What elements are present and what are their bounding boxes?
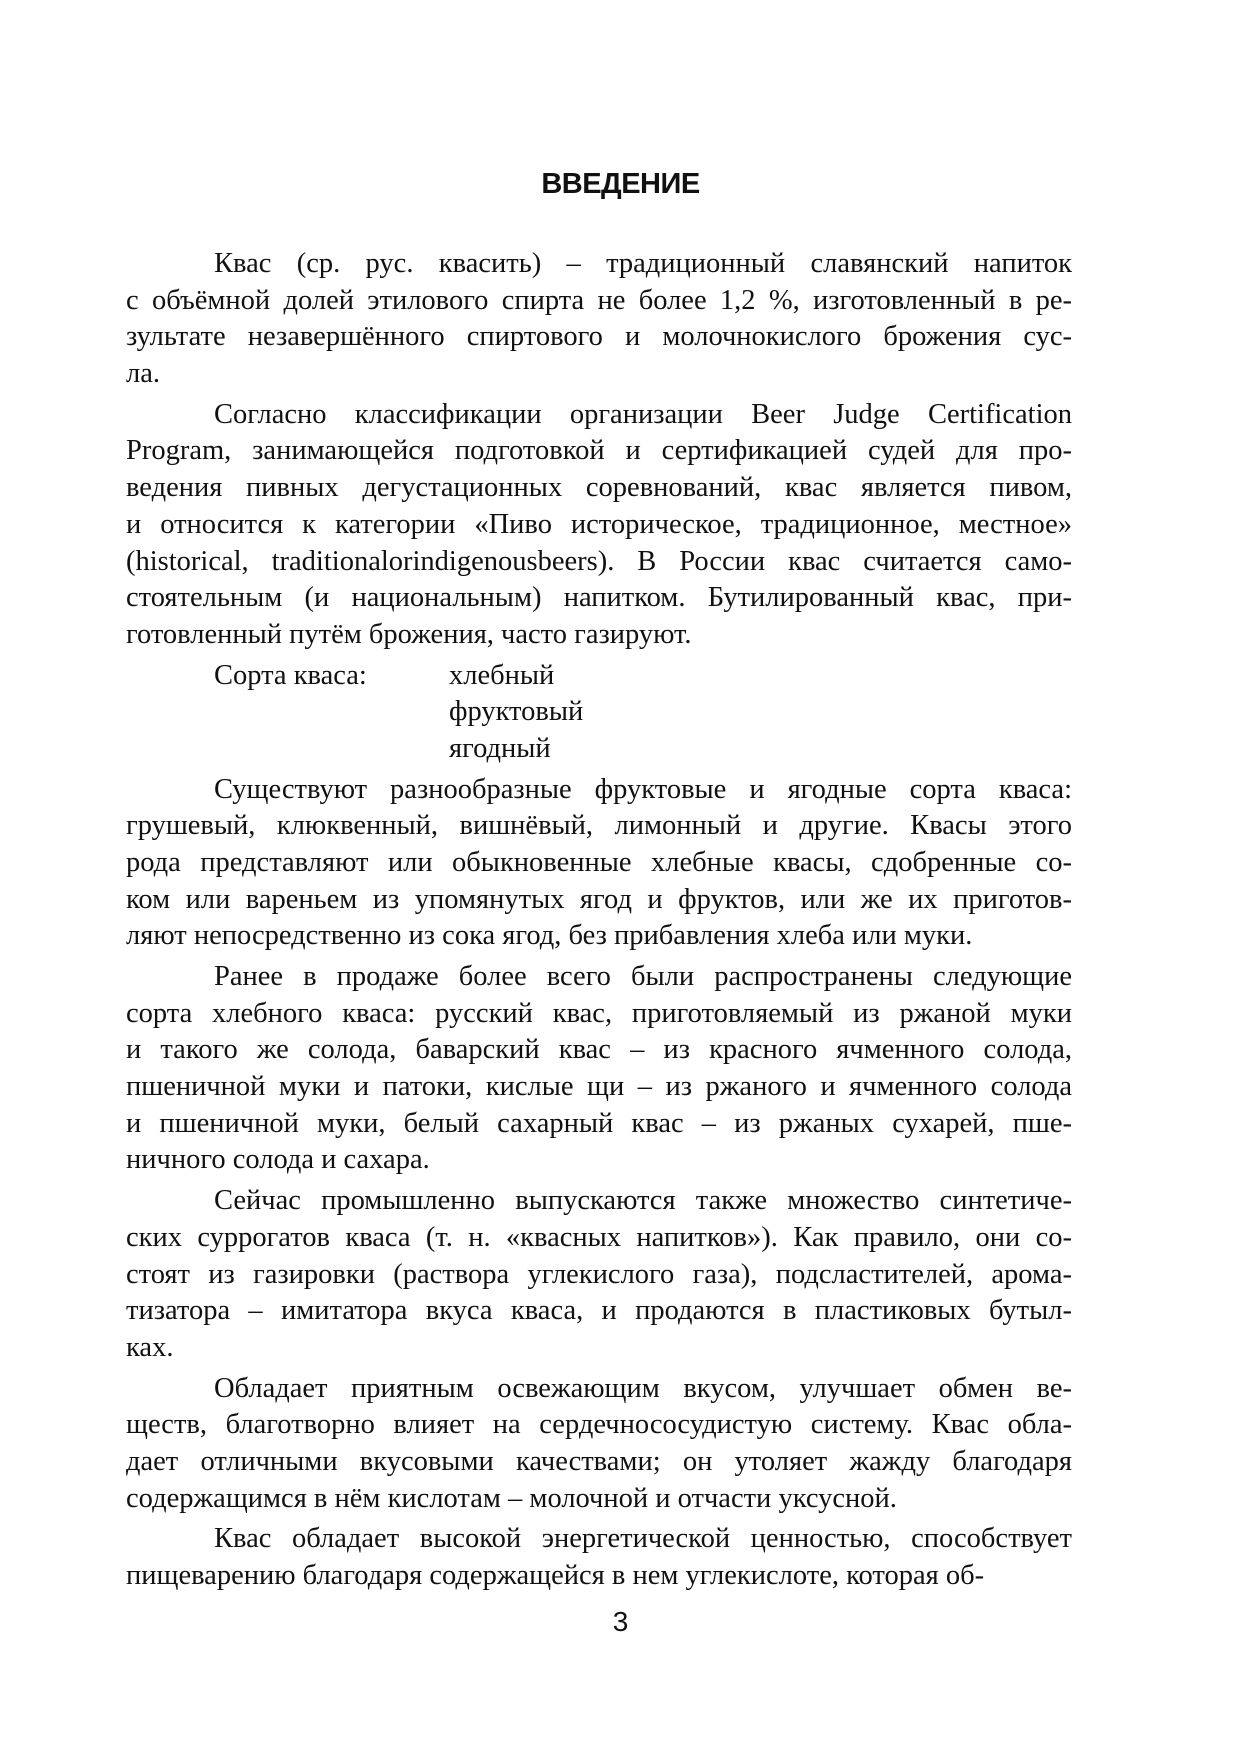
paragraph (126, 772, 1072, 955)
text-line: дает отличными вкусовыми качествами; он утоляет жажду благодаря (126, 1445, 1072, 1477)
text-line: Program, занимающейся подготовкой и сертификацией судей для про- (126, 435, 1072, 467)
variety-item: хлебный (449, 659, 555, 691)
text-line: ведения пивных дегустационных соревнований, квас является пивом, (126, 472, 1072, 504)
paragraph (126, 246, 1072, 393)
text-line: ком или вареньем из упомянутых ягод и фруктов, или же их приготов- (126, 883, 1072, 915)
text-line: ляют непосредственно из сока ягод, без прибавления хлеба или муки. (126, 920, 973, 952)
text-line: ществ, благотворно влияет на сердечнососудистую систему. Квас обла- (126, 1409, 1072, 1441)
text-line: ла. (126, 358, 160, 390)
varieties-label: Сорта кваса: (214, 659, 367, 691)
text-line: рода представляют или обыкновенные хлебные квасы, сдобренные со- (126, 846, 1072, 878)
text-line: и пшеничной муки, белый сахарный квас – из ржаных сухарей, пше- (126, 1107, 1072, 1139)
section-title: ВВЕДЕНИЕ (541, 168, 700, 200)
text-line: и относится к категории «Пиво историческое, традиционное, местное» (126, 508, 1072, 540)
page-number: 3 (612, 1606, 629, 1637)
text-line: Квас обладает высокой энергетической ценностью, способствует (214, 1523, 1072, 1555)
variety-item: ягодный (449, 732, 551, 764)
variety-item: фруктовый (449, 696, 584, 728)
paragraph (126, 1371, 1072, 1518)
text-line: Существуют разнообразные фруктовые и ягодные сорта кваса: (214, 773, 1072, 805)
body-text (126, 246, 1072, 1599)
text-line: Обладает приятным освежающим вкусом, улучшает обмен ве- (214, 1372, 1072, 1404)
paragraph (126, 397, 1072, 654)
text-line: стоят из газировки (раствора углекислого газа), подсластителей, арома- (126, 1258, 1072, 1290)
paragraph (126, 1183, 1072, 1366)
text-line: Сейчас промышленно выпускаются также множество синтетиче- (214, 1185, 1072, 1217)
text-line: грушевый, клюквенный, вишнёвый, лимонный и другие. Квасы этого (126, 810, 1072, 842)
paragraph (126, 959, 1072, 1179)
paragraphs-before-list (126, 246, 1072, 654)
text-line: зультате незавершённого спиртового и молочнокислого брожения сус- (126, 321, 1072, 353)
text-line: тизатора – имитатора вкуса кваса, и продаются в пластиковых бутыл- (126, 1295, 1072, 1327)
text-line: Квас (ср. рус. квасить) – традиционный славянский напиток (214, 248, 1072, 279)
text-line: (historical, traditionalorindigenousbeers). В России квас считается само- (126, 545, 1072, 577)
text-line: пшеничной муки и патоки, кислые щи – из ржаного и ячменного солода (126, 1071, 1072, 1103)
text-line: ских суррогатов кваса (т. н. «квасных напитков»). Как правило, они со- (126, 1221, 1072, 1253)
text-line: стоятельным (и национальным) напитком. Бутилированный квас, при- (126, 582, 1072, 614)
text-line: Ранее в продаже более всего были распространены следующие (214, 961, 1072, 992)
varieties-list (126, 658, 1072, 768)
text-line: содержащимся в нём кислотам – молочной и отчасти уксусной. (126, 1482, 897, 1514)
paragraph (126, 1521, 1072, 1594)
text-line: ках. (126, 1331, 174, 1363)
paragraphs-after-list (126, 772, 1072, 1595)
text-line: ничного солода и сахара. (126, 1144, 430, 1176)
text-line: готовленный путём брожения, часто газируют. (126, 618, 692, 650)
text-line: Согласно классификации организации Beer Judge Certification (214, 398, 1072, 430)
text-line: сорта хлебного кваса: русский квас, приготовляемый из ржаной муки (126, 997, 1072, 1029)
text-line: пищеварению благодаря содержащейся в нем углекислоте, которая об- (126, 1560, 985, 1591)
text-line: и такого же солода, баварский квас – из красного ячменного солода, (126, 1034, 1072, 1066)
text-line: с объёмной долей этилового спирта не более 1,2 %, изготовленный в ре- (126, 284, 1072, 316)
